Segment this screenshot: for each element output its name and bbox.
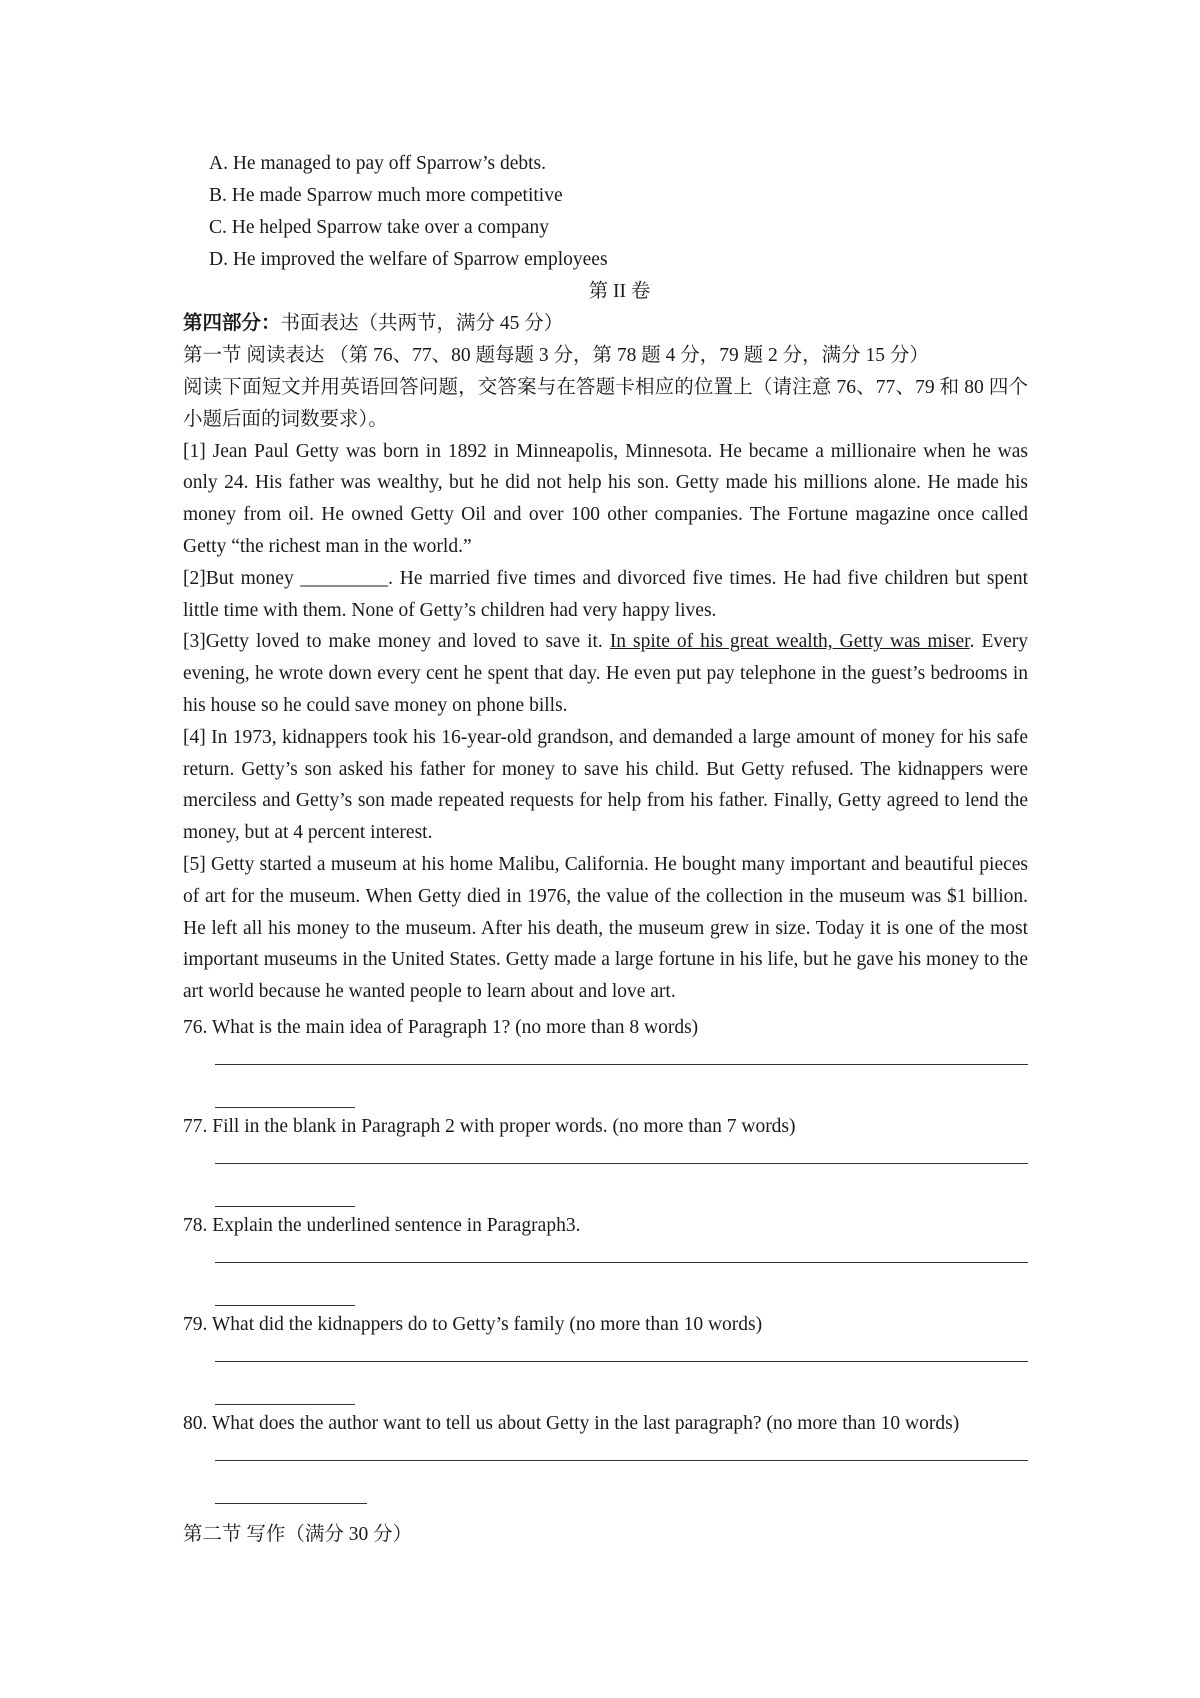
question-79 <box>183 1309 1028 1404</box>
question-77 <box>183 1111 1028 1206</box>
passage-paragraph-3 <box>183 626 1028 721</box>
answer-79[interactable] <box>183 1341 1028 1405</box>
part4-heading-text: 书面表达（共两节，满分 45 分） <box>280 313 564 334</box>
answer-line <box>215 1440 1028 1461</box>
instructions: 阅读下面短文并用英语回答问题，交答案与在答题卡相应的位置上（请注意 76、77、79 和 80 四个小题后面的词数要求）。 <box>183 377 1028 430</box>
option-d: D. He improved the welfare of Sparrow employees <box>209 249 608 270</box>
answer-line <box>215 1143 1028 1164</box>
answer-line-short <box>215 1285 355 1306</box>
answer-line-short <box>215 1483 367 1504</box>
part4-heading <box>183 308 1028 340</box>
question-80 <box>183 1408 1028 1503</box>
option-c: C. He helped Sparrow take over a company <box>209 217 550 238</box>
part4-heading-label: 第四部分： <box>183 313 281 334</box>
question-77-text: 77. Fill in the blank in Paragraph 2 with proper words. (no more than 7 words) <box>183 1115 796 1137</box>
answer-line-short <box>215 1186 355 1207</box>
answer-line-short <box>215 1087 355 1108</box>
section1-heading: 第一节 阅读表达 （第 76、77、80 题每题 3 分，第 78 题 4 分，79 题 2 分，满分 15 分） <box>183 345 929 366</box>
answer-77[interactable] <box>183 1143 1028 1207</box>
passage-paragraph-2: [2]But money _________. He married five times and divorced five times. He had five children but spent little time with them. None of Getty’s children had very happy lives. <box>183 567 1028 621</box>
option-a: A. He managed to pay off Sparrow’s debts. <box>209 153 547 174</box>
answer-line <box>215 1341 1028 1362</box>
answer-76[interactable] <box>183 1044 1028 1108</box>
option-b: B. He made Sparrow much more competitive <box>209 185 563 206</box>
question-76 <box>183 1012 1028 1107</box>
answer-line-short <box>215 1384 355 1405</box>
exam-page <box>183 148 1028 1551</box>
answer-78[interactable] <box>183 1242 1028 1306</box>
passage-paragraph-1: [1] Jean Paul Getty was born in 1892 in Minneapolis, Minnesota. He became a millionaire when he was only 24. His father was wealthy, but he did not help his son. Getty made his millions alone. He made his money from oil. He owned Getty Oil and over 100 other companies. The Fortune magazine once called Getty “the richest man in the world.” <box>183 440 1028 557</box>
passage-paragraph-4: [4] In 1973, kidnappers took his 16-year-old grandson, and demanded a large amount of money for his safe return. Getty’s son asked his father for money to save his child. But Getty refused. The kidnappers were merciless and Getty’s son made repeated requests for help from his father. Finally, Getty agreed to lend the money, but at 4 percent interest. <box>183 726 1028 844</box>
question-79-text: 79. What did the kidnappers do to Getty’s family (no more than 10 words) <box>183 1313 763 1335</box>
answer-80[interactable] <box>183 1440 1028 1504</box>
p3-start: [3]Getty loved to make money and loved to save it. <box>183 631 610 653</box>
section2-heading: 第二节 写作（满分 30 分） <box>183 1523 413 1545</box>
question-76-text: 76. What is the main idea of Paragraph 1? (no more than 8 words) <box>183 1016 699 1038</box>
answer-line <box>215 1242 1028 1263</box>
answer-line <box>215 1044 1028 1065</box>
question-80-text: 80. What does the author want to tell us about Getty in the last paragraph? (no more than 10 words) <box>183 1412 960 1434</box>
passage-paragraph-5: [5] Getty started a museum at his home Malibu, California. He bought many important and beautiful pieces of art for the museum. When Getty died in 1976, the value of the collection in the museum was $1 billion. He left all his money to the museum. After his death, the museum grew in size. Today it is one of the most important museums in the United States. Getty made a large fortune in his life, but he gave his money to the art world because he wanted people to learn about and love art. <box>183 853 1028 1003</box>
question-78 <box>183 1210 1028 1305</box>
p3-end: . Every evening, he wrote down every cent he spent that day. He even put pay telephone in the guest’s bedrooms in his house so he could save money on phone bills. <box>183 631 1029 716</box>
underlined-sentence: In spite of his great wealth, Getty was miser <box>609 631 970 653</box>
question-78-text: 78. Explain the underlined sentence in Paragraph3. <box>183 1214 581 1236</box>
volume-title: 第 II 卷 <box>588 281 651 302</box>
